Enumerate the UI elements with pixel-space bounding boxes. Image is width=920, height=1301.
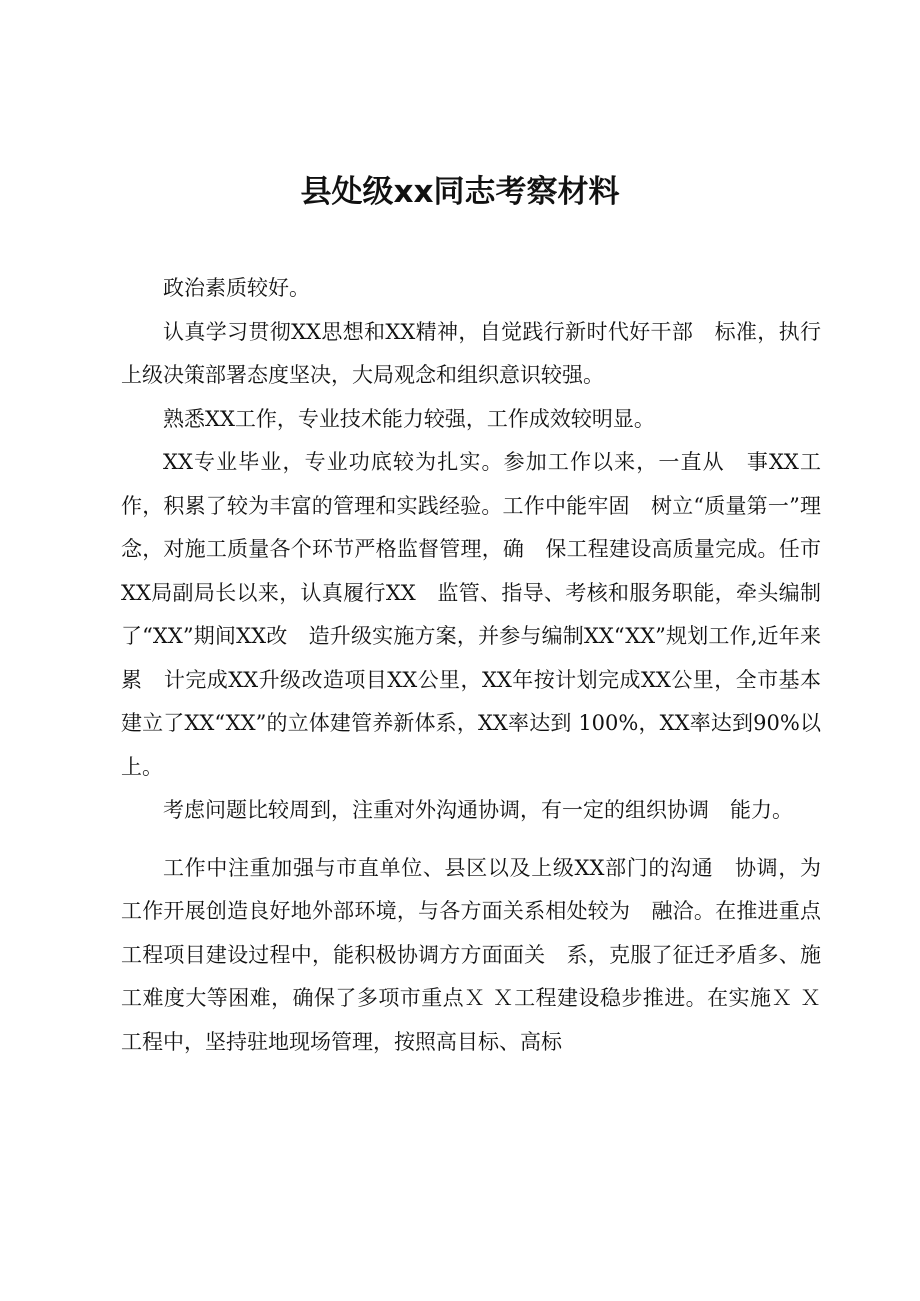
paragraph-professional-experience: XX专业毕业，专业功底较为扎实。参加工作以来，一直从 事XX工作，积累了较为丰富的管理和实践经验。工作中能牢固 树立“质量第一”理念，对施工质量各个环节严格监督管理，确 保工程建设高质量完成。任市XX局副局长以来，认真履行XX 监管、指导、考核和服务职能，牵头编制了“XX”期间XX改 造升级实施方案，并参与编制XX“XX”规划工作,近年来累 计完成XX升级改造项目XX公里，XX年按计划完成XX公里，全市基本建立了XX“XX”的立体建管养新体系，XX率达到 100%，XX率达到90%以上。 [121,450,821,779]
document-title: 县处级xx同志考察材料 [300,174,620,210]
paragraph-study-implementation: 认真学习贯彻XX思想和XX精神，自觉践行新时代好干部 标准，执行上级决策部署态度坚决，大局观念和组织意识较强。 [121,319,821,387]
paragraph-communication-work: 工作中注重加强与市直单位、县区以及上级XX部门的沟通 协调，为工作开展创造良好地外部环境，与各方面关系相处较为 融洽。在推进重点工程项目建设过程中，能积极协调方方面面关 系，克服了征迁矛盾多、施工难度大等困难，确保了多项市重点Ｘ Ｘ工程建设稳步推进。在实施Ｘ Ｘ工程中，坚持驻地现场管理，按照高目标、高标 [121,855,821,1054]
paragraph-political-quality: 政治素质较好。 [163,276,310,300]
paragraph-coordination-ability: 考虑问题比较周到，注重对外沟通协调，有一定的组织协调 能力。 [163,798,793,822]
paragraph-work-familiarity: 熟悉XX工作，专业技术能力较强，工作成效较明显。 [163,406,655,431]
document-body [121,267,821,1064]
